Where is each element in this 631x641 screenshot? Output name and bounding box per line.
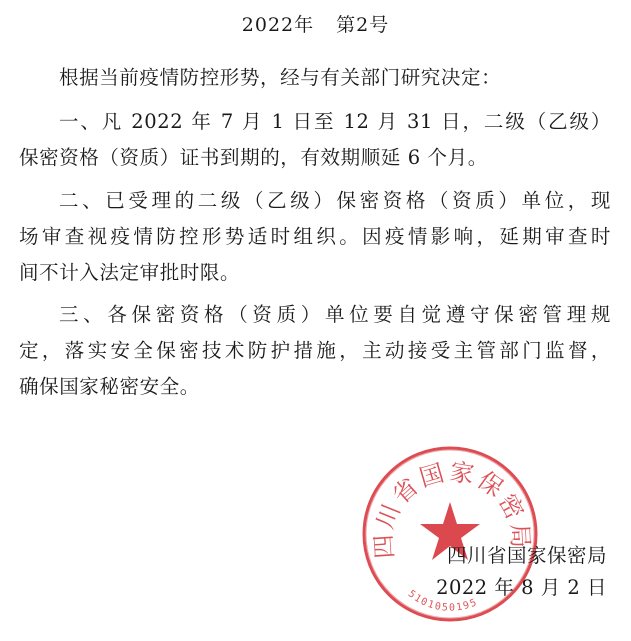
item-1-line-2: 保密资格（资质）证书到期的，有效期顺延 6 个月。: [19, 146, 488, 169]
item-3-line-1: 三、各保密资格（资质）单位要自觉遵守保密管理规: [59, 303, 611, 326]
item-1-line-1: 一、凡 2022 年 7 月 1 日至 12 月 31 日，二级（乙级）: [59, 110, 611, 133]
item-3-line-2: 定，落实安全保密技术防护措施，主动接受主管部门监督，: [19, 339, 611, 362]
issue-date: 2022 年 8 月 2 日: [436, 576, 607, 599]
seal-arc-text: 四川省国家保密局: [369, 457, 535, 560]
item-2-line-3: 间不计入法定审批时限。: [19, 261, 241, 284]
item-2-line-2: 场审查视疫情防控形势适时组织。因疫情影响，延期审查时: [19, 225, 611, 248]
document-number: [0, 10, 631, 37]
document-year: 2022年: [241, 14, 315, 36]
issuing-organization: 四川省国家保密局: [446, 544, 607, 567]
item-2-line-1: 二、已受理的二级（乙级）保密资格（资质）单位，现: [59, 189, 611, 212]
seal-code-text: 5101050195: [405, 588, 480, 614]
intro-paragraph: 根据当前疫情防控形势，经与有关部门研究决定：: [59, 66, 502, 89]
document-serial: 第2号: [336, 14, 390, 36]
item-3-line-3: 确保国家秘密安全。: [19, 375, 200, 398]
